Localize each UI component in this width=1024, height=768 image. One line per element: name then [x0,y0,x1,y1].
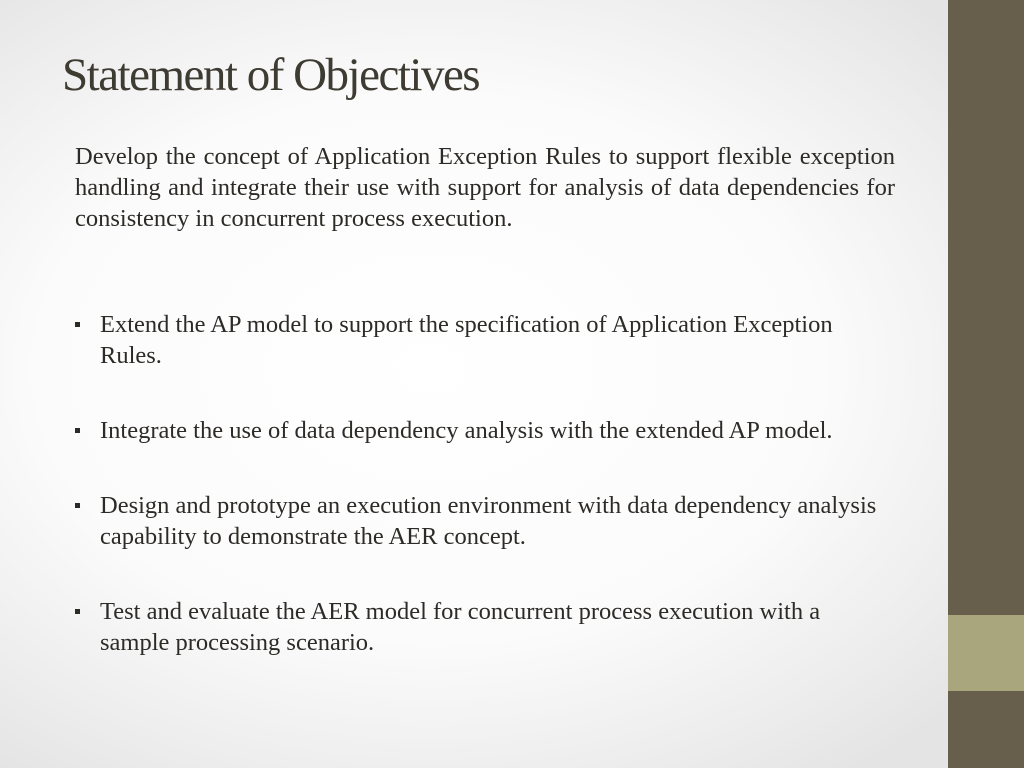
square-bullet-icon [75,428,80,433]
square-bullet-icon [75,609,80,614]
intro-paragraph: Develop the concept of Application Exception Rules to support flexible exception handling and integrate their use with support for analysis of data dependencies for consistency in concurrent process execution. [75,143,895,232]
list-item-text: Test and evaluate the AER model for concurrent process execution with a sample processing scenario. [100,598,821,656]
side-accent-block [948,615,1024,691]
list-item [75,596,895,658]
slide-title: Statement of Objectives [62,49,480,101]
list-item-text: Design and prototype an execution environment with data dependency analysis capability to demonstrate the AER concept. [100,492,877,550]
list-item [75,415,895,446]
list-item [75,309,895,371]
square-bullet-icon [75,503,80,508]
square-bullet-icon [75,322,80,327]
side-decoration-band [948,0,1024,768]
list-item-text: Extend the AP model to support the specification of Application Exception Rules. [100,311,833,369]
objectives-list [75,309,895,702]
list-item-text: Integrate the use of data dependency analysis with the extended AP model. [100,417,833,444]
list-item [75,490,895,552]
